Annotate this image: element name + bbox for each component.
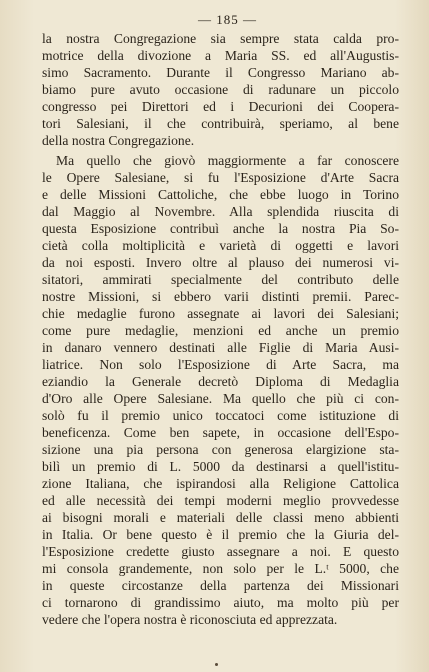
paragraph — [42, 152, 399, 628]
text-line: dal Maggio al Novembre. Alla splendida riuscita di — [42, 204, 399, 219]
text-line: motrice della divozione a Maria SS. ed all'Augustis- — [42, 48, 399, 63]
text-line: d'Oro alle Opere Salesiane. Ma quello che più ci con- — [42, 391, 399, 406]
text-line: ai bisogni morali e materiali delle classi meno abbienti — [42, 510, 399, 525]
text-line: sitatori, ammirati specialmente del contributo delle — [42, 272, 399, 287]
text-line: l'Esposizione credette giusto assegnare a noi. E questo — [42, 544, 399, 559]
page-number: — 185 — — [198, 12, 257, 27]
text-line: ci tornarono di grandissimo aiuto, ma molto più per — [42, 595, 399, 610]
text-line: mi consola grandemente, non solo per le L.ᵗ 5000, che — [42, 561, 399, 576]
text-line: vedere che l'opera nostra è riconosciuta ed apprezzata. — [42, 612, 338, 627]
text-line: sizione una pia persona con generosa elargizione sta- — [42, 442, 399, 457]
text-line: cietà colla moltiplicità e varietà di oggetti e lavori — [42, 238, 399, 253]
text-line: eziandio la Generale decretò Diploma di Medaglia — [42, 374, 399, 389]
text-line: beneficenza. Come ben sapete, in occasione dell'Espo- — [42, 425, 399, 440]
text-line: e delle Missioni Cattoliche, che ebbe luogo in Torino — [42, 187, 399, 202]
text-line: bilì un premio di L. 5000 da destinarsi a quell'istitu- — [42, 459, 399, 474]
text-line: le Opere Salesiane, si fu l'Esposizione d'Arte Sacra — [42, 170, 399, 185]
text-line: nostre Missioni, si ebbero varii distinti premii. Parec- — [42, 289, 399, 304]
text-line: come pure medaglie, menzioni ed anche un premio — [42, 323, 399, 338]
text-line: simo Sacramento. Durante il Congresso Mariano ab- — [42, 65, 399, 80]
text-line: in danaro vennero destinati alle Figlie di Maria Ausi- — [42, 340, 399, 355]
text-line: la nostra Congregazione sia sempre stata calda pro- — [42, 31, 399, 46]
ink-dot — [215, 663, 218, 666]
text-line: della nostra Congregazione. — [42, 133, 195, 148]
body-text — [42, 30, 399, 628]
text-line: Ma quello che giovò maggiormente a far conoscere — [56, 153, 399, 168]
text-line: tori Salesiani, il che contribuirà, speriamo, al bene — [42, 116, 399, 131]
text-line: in Italia. Or bene questo è il premio che la Giuria del- — [42, 527, 399, 542]
text-line: chie medaglie furono assegnate ai lavori dei Salesiani; — [42, 306, 399, 321]
text-line: questa Esposizione contribuì anche la nostra Pia So- — [42, 221, 399, 236]
text-line: zione Italiana, che ispirandosi alla Religione Cattolica — [42, 476, 399, 491]
text-line: ed alle necessità dei tempi moderni meglio provvedesse — [42, 493, 399, 508]
text-line: liatrice. Non solo l'Esposizione di Arte Sacra, ma — [42, 357, 399, 372]
paragraph — [42, 30, 399, 149]
text-line: biamo pure avuto occasione di radunare un piccolo — [42, 82, 399, 97]
text-line: congresso pei Direttori ed i Decurioni dei Coopera- — [42, 99, 399, 114]
text-line: in queste circostanze della partenza dei Missionari — [42, 578, 399, 593]
text-line: solò fu il premio unico toccatoci come istituzione di — [42, 408, 399, 423]
text-line: da noi esposti. Invero oltre al plauso dei numerosi vi- — [42, 255, 399, 270]
